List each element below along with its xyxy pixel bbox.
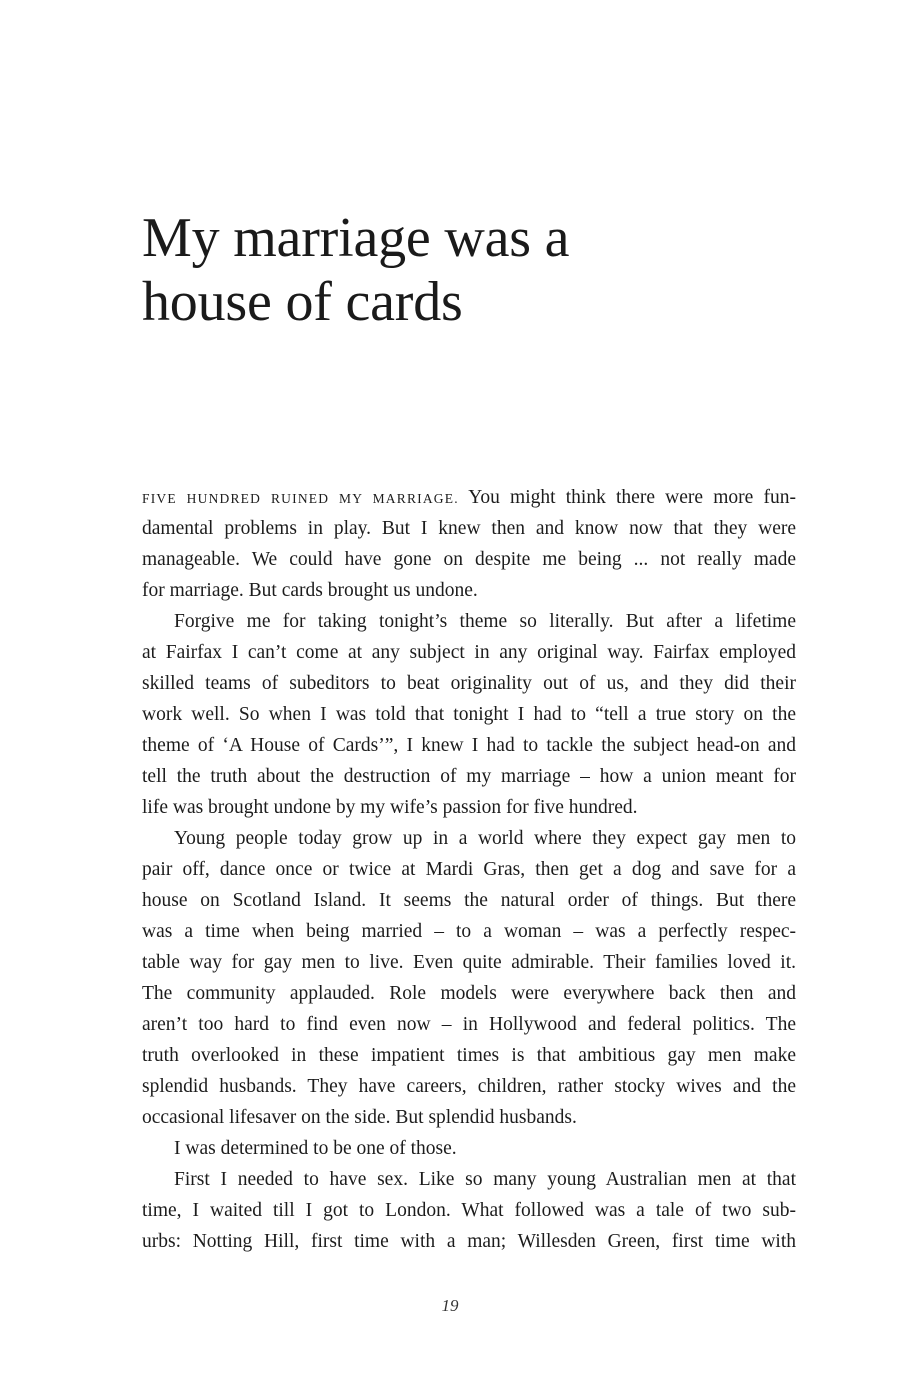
text-line: urbs: Notting Hill, first time with a man; Willesden Green, first time with: [142, 1231, 796, 1252]
text-line: theme of ‘A House of Cards’”, I knew I had to tackle the subject head-on and: [142, 735, 796, 756]
text-line: pair off, dance once or twice at Mardi Gras, then get a dog and save for a: [142, 859, 796, 880]
text-line: table way for gay men to live. Even quite admirable. Their families loved it.: [142, 952, 796, 973]
text-line: occasional lifesaver on the side. But splendid husbands.: [142, 1107, 577, 1128]
chapter-title: [142, 206, 762, 334]
text-line: skilled teams of subeditors to beat originality out of us, and they did their: [142, 673, 796, 694]
text-line: First I needed to have sex. Like so many young Australian men at that: [174, 1169, 796, 1190]
page-number: 19: [441, 1296, 459, 1315]
text-line: work well. So when I was told that tonight I had to “tell a true story on the: [142, 704, 796, 725]
chapter-body: [142, 482, 796, 1257]
text-line: life was brought undone by my wife’s passion for five hundred.: [142, 797, 638, 818]
text-line: for marriage. But cards brought us undone.: [142, 580, 478, 601]
text-line: Forgive me for taking tonight’s theme so literally. But after a lifetime: [174, 611, 796, 632]
text-line: manageable. We could have gone on despite me being ... not really made: [142, 549, 796, 570]
text-line: Young people today grow up in a world where they expect gay men to: [174, 828, 796, 849]
text-line: The community applauded. Role models were everywhere back then and: [142, 983, 796, 1004]
text-line: aren’t too hard to find even now – in Hollywood and federal politics. The: [142, 1014, 796, 1035]
text-line: I was determined to be one of those.: [174, 1138, 457, 1159]
text-line: time, I waited till I got to London. What followed was a tale of two sub-: [142, 1200, 796, 1221]
text-line: tell the truth about the destruction of my marriage – how a union meant for: [142, 766, 796, 787]
text-line: house on Scotland Island. It seems the natural order of things. But there: [142, 890, 796, 911]
chapter-title-line-2: house of cards: [142, 271, 463, 333]
text-line: at Fairfax I can’t come at any subject in any original way. Fairfax employed: [142, 642, 796, 663]
opening-small-caps: FIVE HUNDRED RUINED MY MARRIAGE.: [142, 491, 459, 506]
text-line: splendid husbands. They have careers, children, rather stocky wives and the: [142, 1076, 796, 1097]
text-line: damental problems in play. But I knew then and know now that they were: [142, 518, 796, 539]
text-line: was a time when being married – to a woman – was a perfectly respec-: [142, 921, 796, 942]
text-line: [142, 482, 796, 513]
text-line-fragment: You might think there were more fun-: [458, 487, 796, 508]
text-line: truth overlooked in these impatient times is that ambitious gay men make: [142, 1045, 796, 1066]
chapter-title-line-1: My marriage was a: [142, 207, 570, 269]
